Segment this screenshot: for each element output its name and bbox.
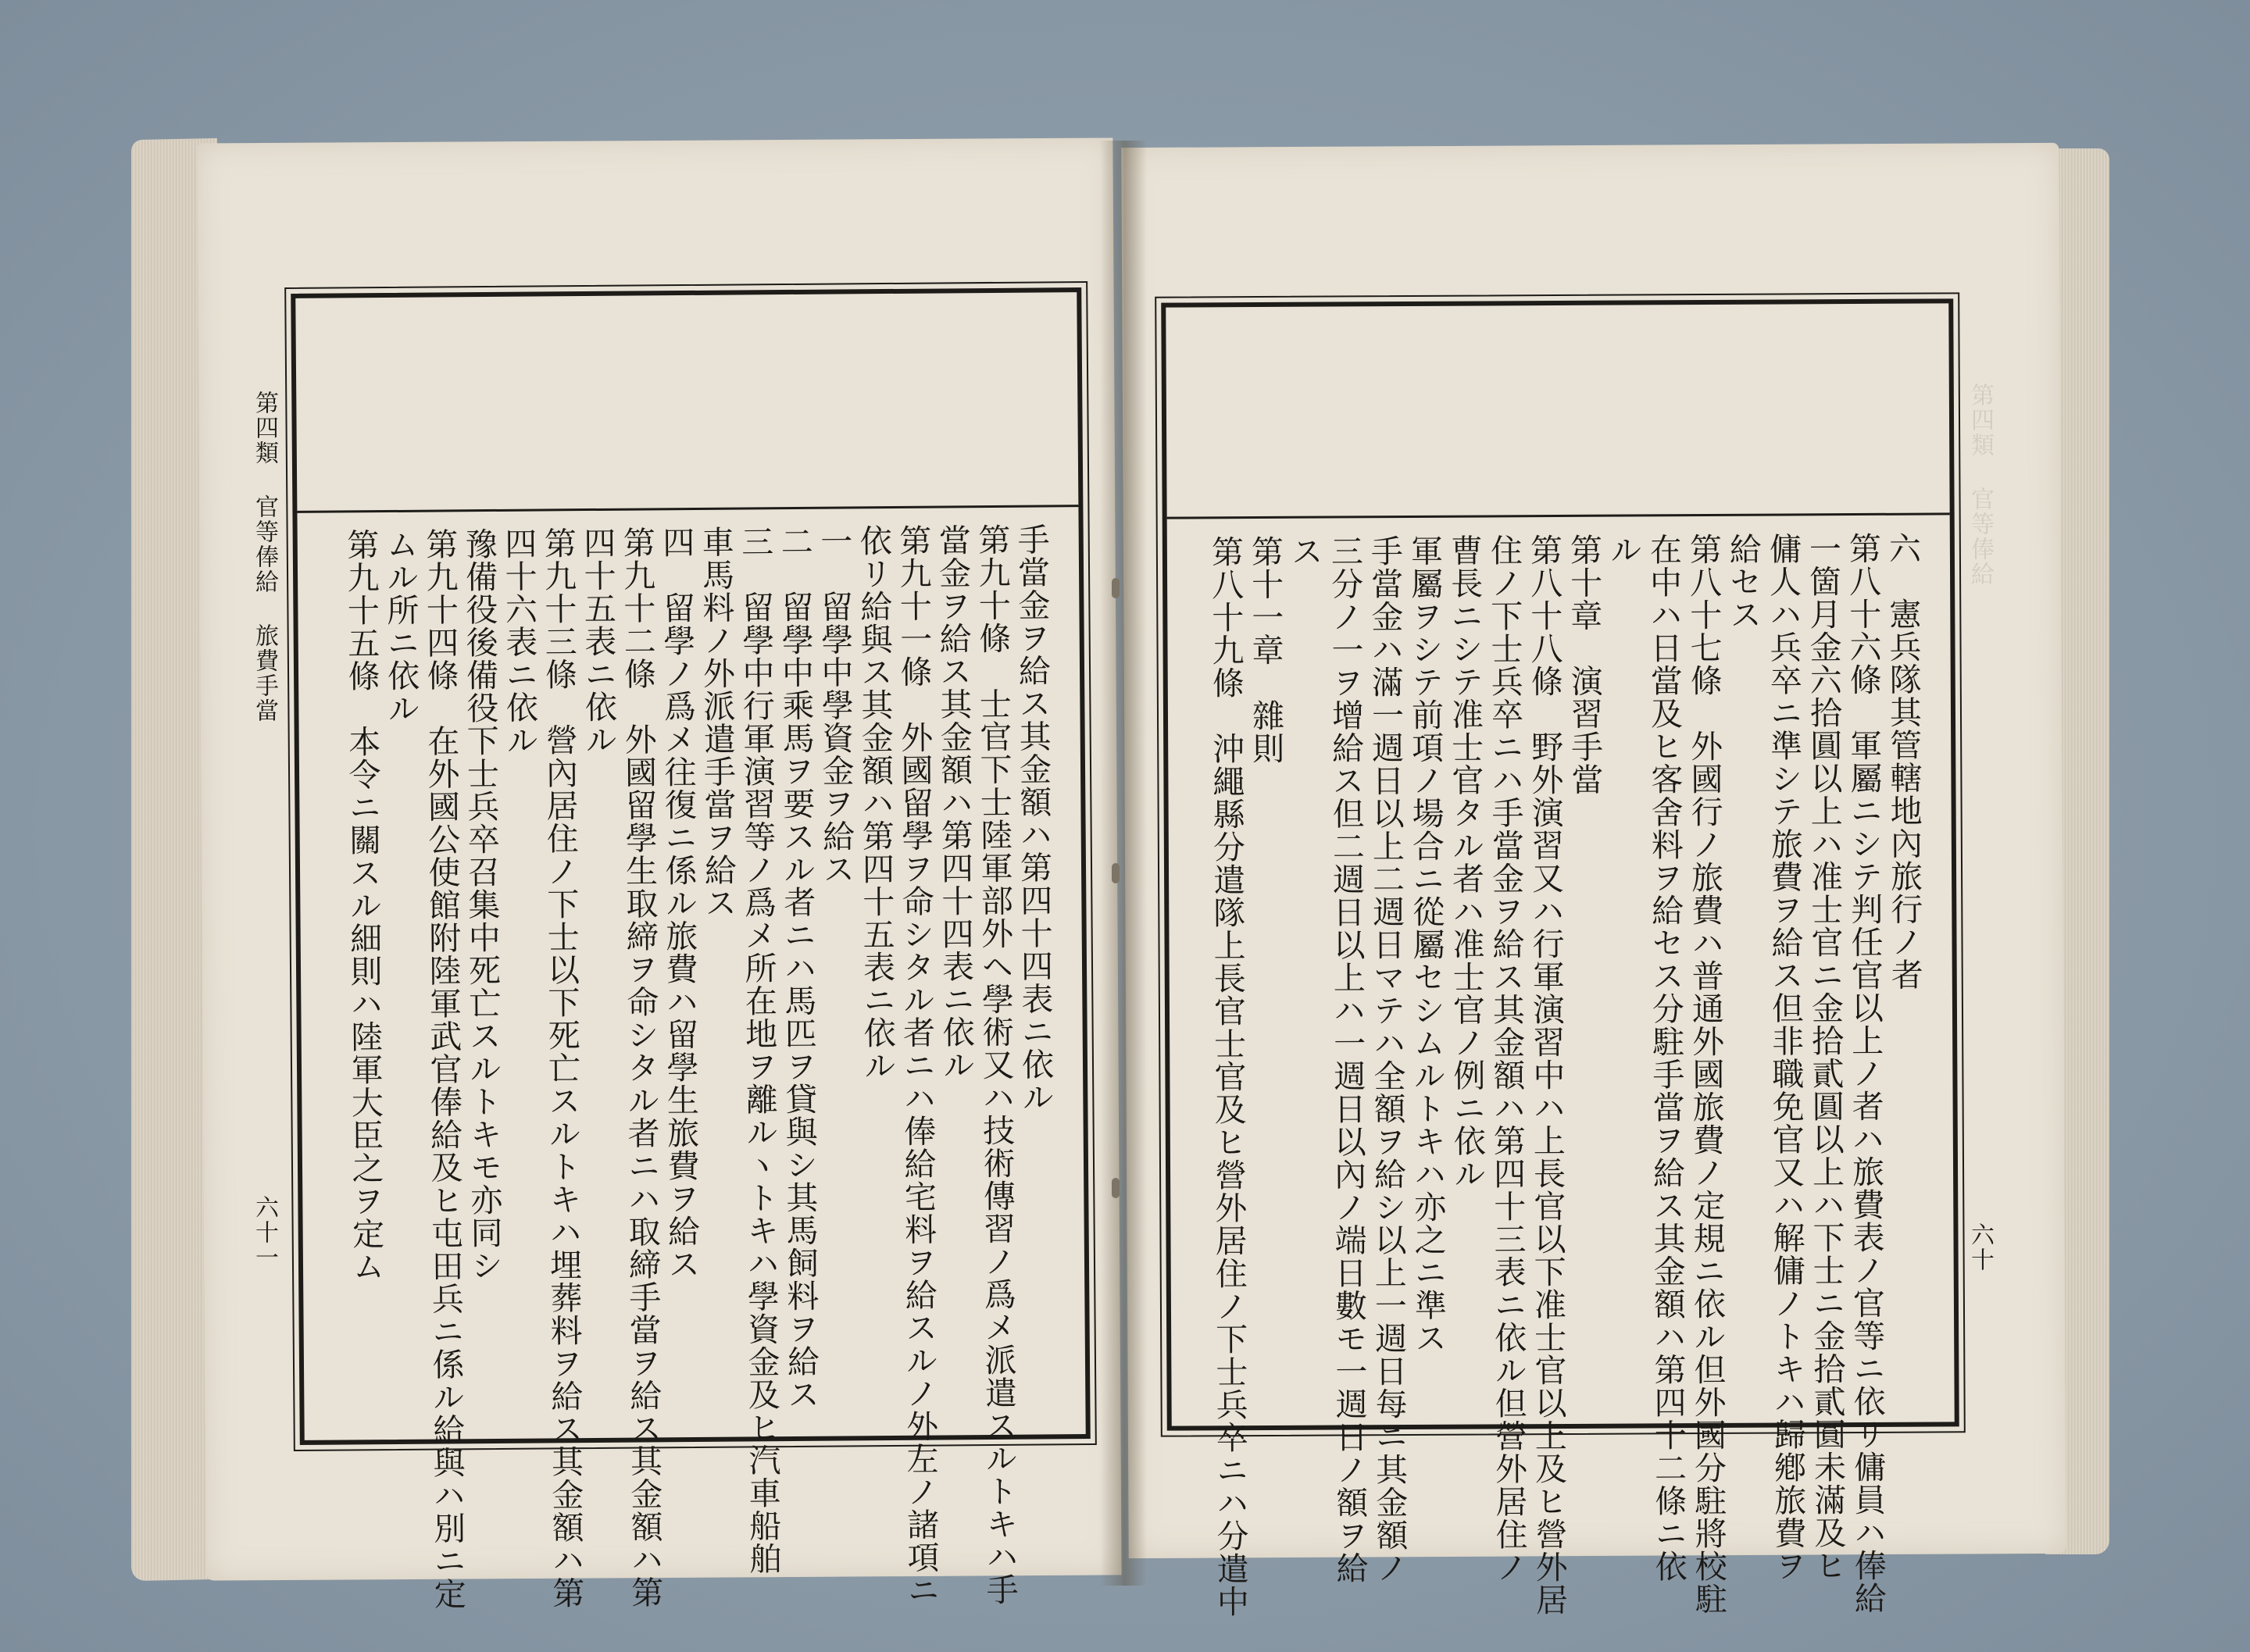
text-column: 曹長ニシテ准士官タル者ハ准士官ノ例ニ依ル xyxy=(1445,533,1487,1190)
text-column: 手當金ハ滿一週日以上二週日マテハ全額ヲ給シ以上一週日每ニ其金額ノ xyxy=(1365,534,1409,1585)
text-column: 二 留學中乘馬ヲ要スル者ニハ馬匹ヲ貸與シ其馬飼料ヲ給ス xyxy=(775,524,820,1411)
book-gutter xyxy=(1100,141,1147,1586)
text-column: 第十一章 雜則 xyxy=(1245,534,1285,765)
binding-stitch xyxy=(1112,1178,1120,1198)
text-column: ル xyxy=(1604,533,1642,566)
text-column: 四十五表ニ依ル xyxy=(578,526,618,757)
left-text-frame xyxy=(291,287,1091,1611)
binding-stitch xyxy=(1112,578,1120,598)
text-column: 四 留學ノ爲メ往復ニ係ル旅費ハ留學生旅費ヲ給ス xyxy=(657,525,701,1281)
frame-header-rule xyxy=(297,505,1078,513)
text-column: 手當金ヲ給ス其金額ハ第四十四表ニ依ル xyxy=(1012,523,1055,1114)
text-column: 第九十四條 在外國公使館附陸軍武官俸給及ヒ屯田兵ニ係ル給與ハ別ニ定 xyxy=(420,527,466,1611)
text-column: 第八十九條 沖繩縣分遣隊上長官士官及ヒ營外居住ノ下士兵卒ニハ分遣中 xyxy=(1205,535,1250,1618)
text-column: 三分ノ一ヲ增給ス但二週日以上ハ一週日以內ノ端日數モ一週日ノ額ヲ給 xyxy=(1325,534,1369,1585)
text-column: 豫備役後備役下士兵卒召集中死亡スルトキモ亦同シ xyxy=(459,526,504,1283)
text-column: 第九十一條 外國留學ヲ命シタル者ニハ俸給宅料ヲ給スルノ外左ノ諸項ニ xyxy=(894,523,940,1607)
text-column: 四十六表ニ依ル xyxy=(499,526,539,757)
text-column: 第十章 演習手當 xyxy=(1564,533,1604,796)
right-page-number: 六十 xyxy=(1966,1222,1994,1272)
text-column: 一 留學中學資金ヲ給ス xyxy=(815,524,855,886)
text-column: 第八十六條 軍屬ニシテ判任官以上ノ者ハ旅費表ノ官等ニ依リ傭員ハ俸給 xyxy=(1843,531,1888,1615)
text-column: 軍屬ヲシテ前項ノ場合ニ從屬セシムルトキハ亦之ニ準ス xyxy=(1405,533,1448,1355)
text-column: 第九十五條 本令ニ關スル細則ハ陸軍大臣之ヲ定ム xyxy=(341,528,385,1283)
frame-header-rule xyxy=(1167,512,1950,519)
text-column: 當金ヲ給ス其金額ハ第四十四表ニ依ル xyxy=(933,523,976,1082)
text-column: 第九十二條 外國留學生取締ヲ命シタル者ニハ取締手當ヲ給ス其金額ハ第 xyxy=(617,526,664,1609)
text-column: 給セス xyxy=(1723,532,1762,631)
text-column: 依リ給與ス其金額ハ第四十五表ニ依ル xyxy=(854,523,897,1083)
text-column: 六 憲兵隊其管轄地內旅行ノ者 xyxy=(1883,531,1923,991)
text-column: 傭人ハ兵卒ニ準シテ旅費ヲ給ス但非職免官又ハ解傭ノトキハ歸鄕旅費ヲ xyxy=(1763,532,1807,1582)
left-running-head: 第四類 官等俸給 旅費手當 xyxy=(251,391,278,723)
text-column: 第八十八條 野外演習又ハ行軍演習中ハ上長官以下准士官以上及ヒ營外居 xyxy=(1524,533,1569,1617)
text-column: 一箇月金六拾圓以上ハ准士官ニ金拾貳圓以上ハ下士ニ金拾貳圓未滿及ヒ xyxy=(1803,532,1847,1582)
binding-stitch xyxy=(1112,863,1120,883)
left-page-number: 六十一 xyxy=(251,1195,278,1270)
text-column: ス xyxy=(1285,534,1324,568)
text-column: 三 留學中行軍演習等ノ爲メ所在地ヲ離ルヽトキハ學資金及ヒ汽車船舶 xyxy=(736,525,782,1575)
right-text-frame xyxy=(1161,298,1959,1618)
right-running-head: 第四類 官等俸給 xyxy=(1966,383,1994,587)
text-column: 第九十條 士官下士陸軍部外ヘ學術又ハ技術傳習ノ爲メ派遣スルトキハ手 xyxy=(973,523,1019,1607)
text-column: ムル所ニ依ル xyxy=(380,527,420,726)
text-column: 第八十七條 外國行ノ旅費ハ普通外國旅費ノ定規ニ依ル但外國分駐將校駐 xyxy=(1684,532,1728,1616)
text-column: 在中ハ日當及ヒ客舍料ヲ給セス分駐手當ヲ給ス其金額ハ第四十二條ニ依 xyxy=(1644,533,1688,1583)
text-column: 車馬料ノ外派遣手當ヲ給ス xyxy=(696,525,738,919)
text-column: 第九十三條 營內居住ノ下士以下死亡スルトキハ埋葬料ヲ給ス其金額ハ第 xyxy=(538,526,585,1610)
text-column: 住ノ下士兵卒ニハ手當金ヲ給ス其金額ハ第四十三表ニ依ル但營外居住ノ xyxy=(1484,533,1528,1584)
